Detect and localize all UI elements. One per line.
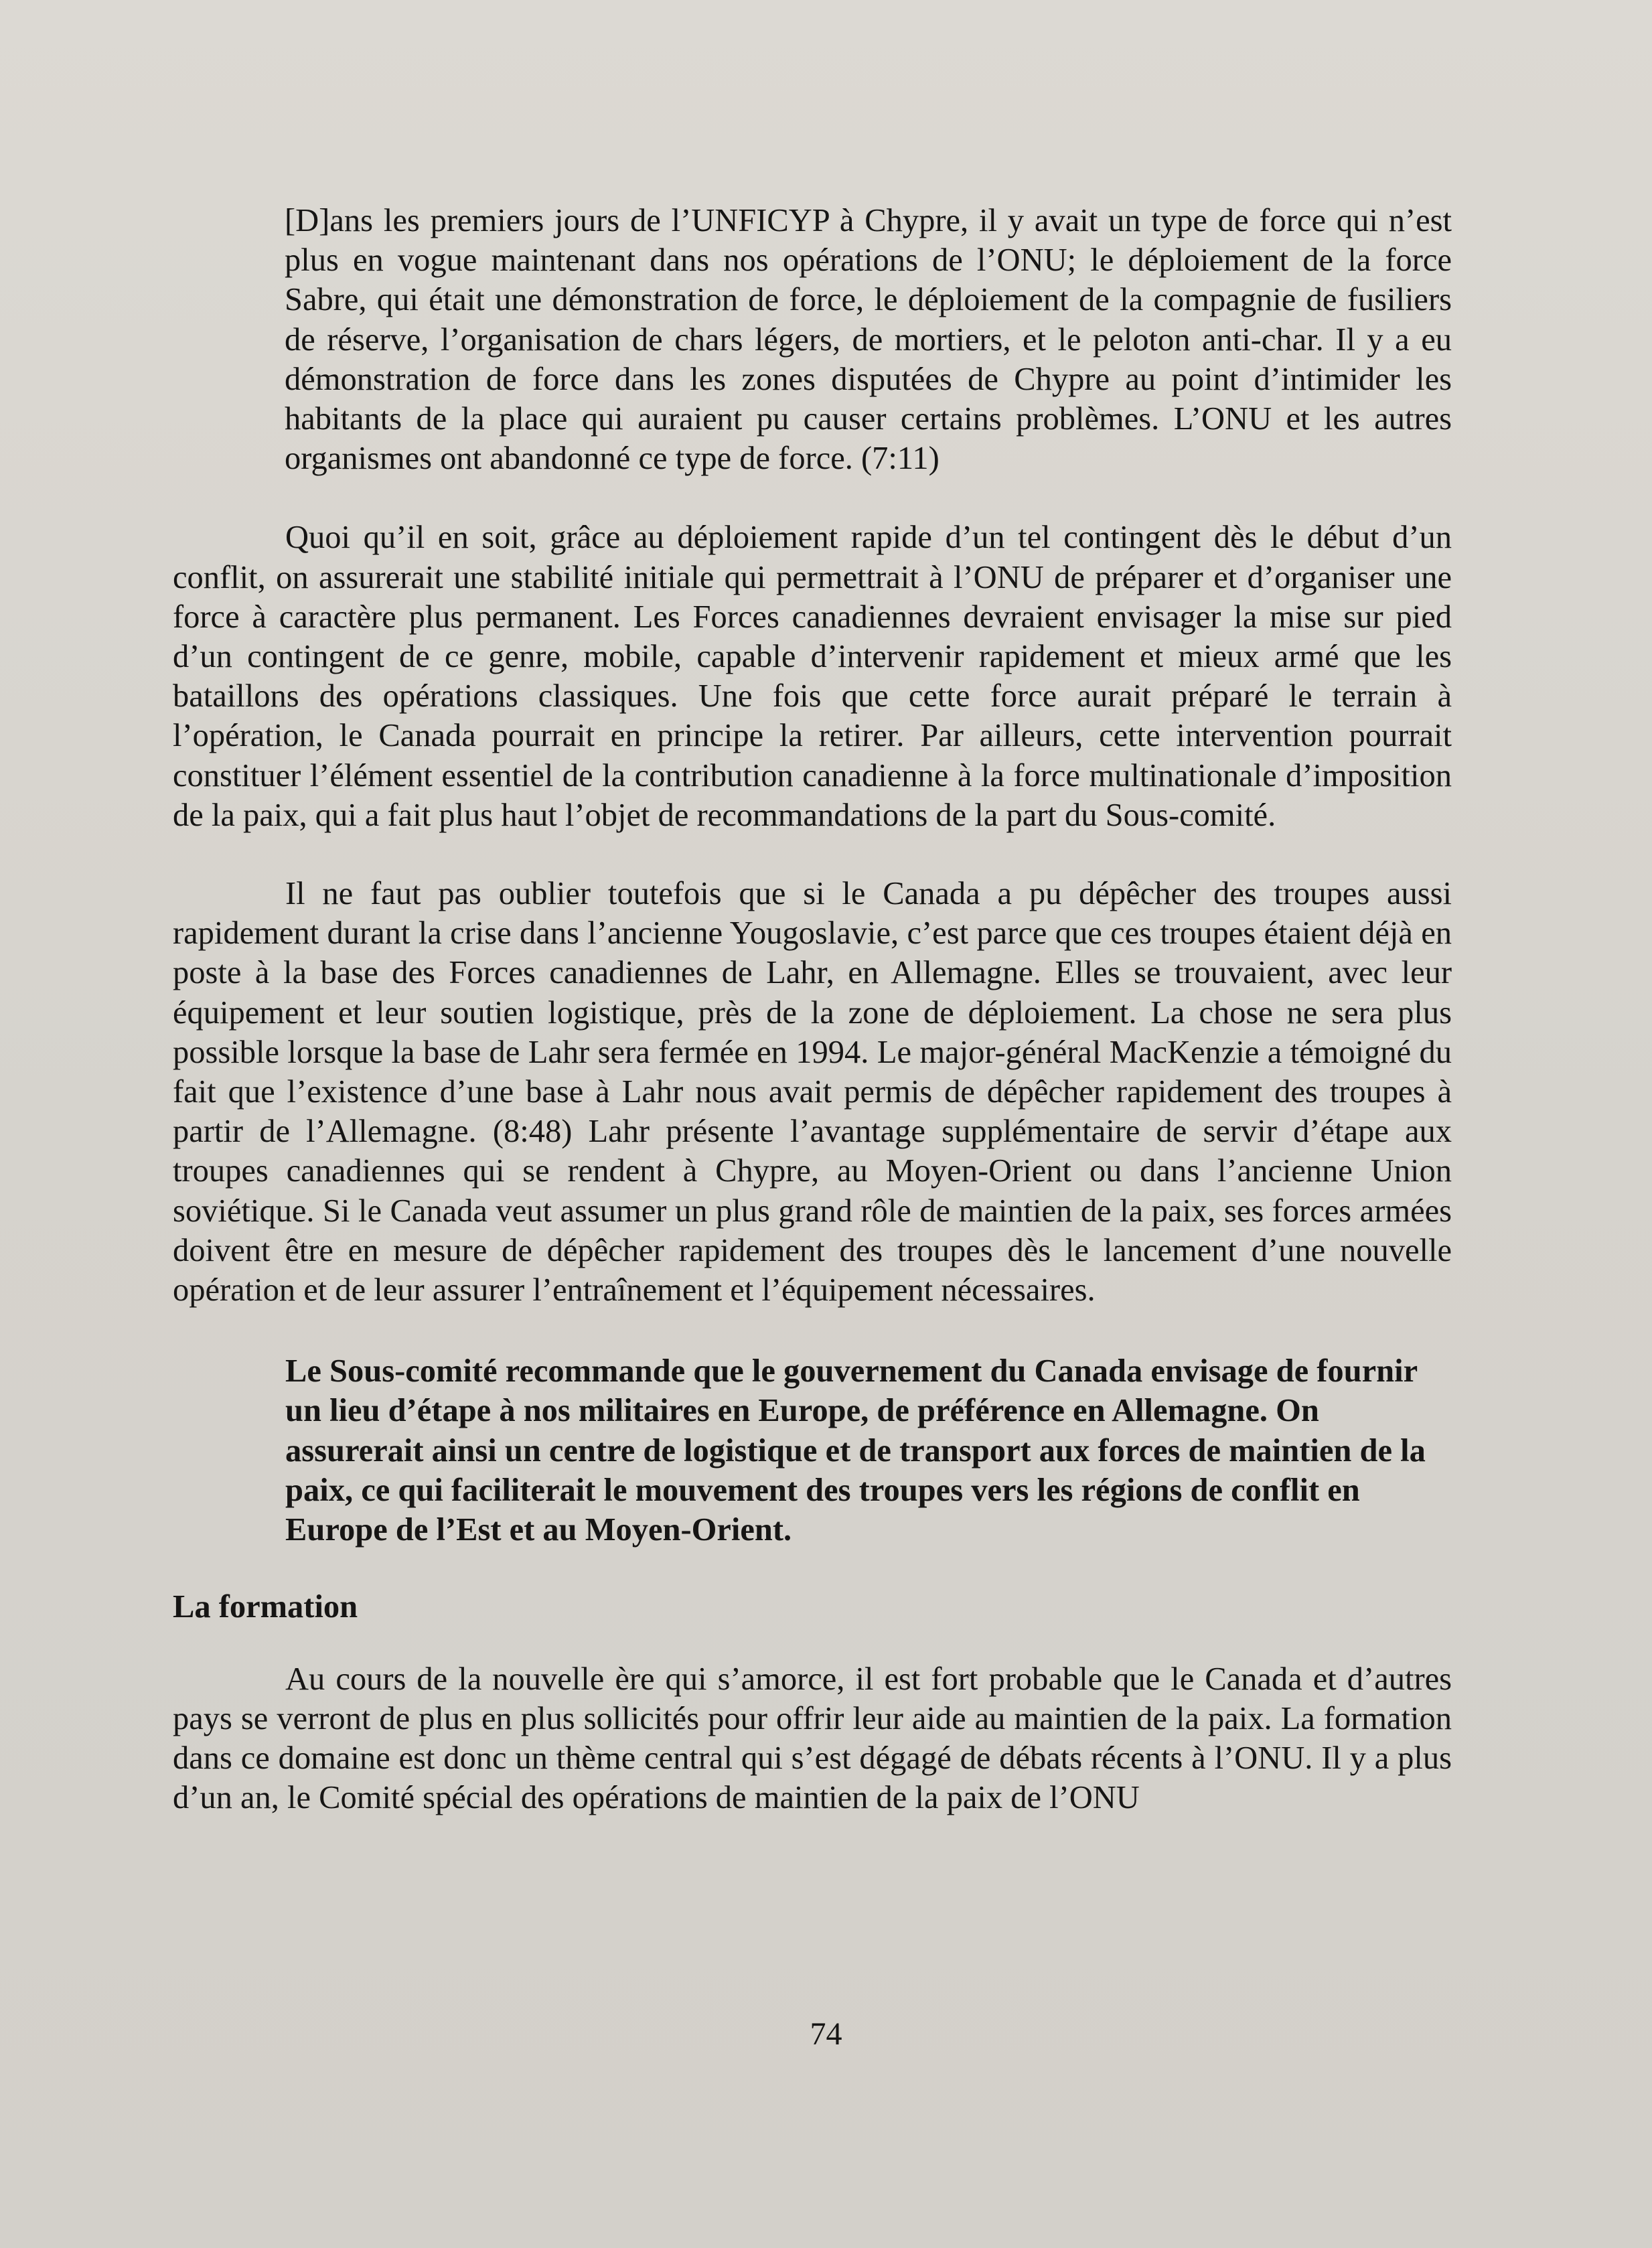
body-paragraph-1: Quoi qu’il en soit, grâce au déploiement rapide d’un tel contingent dès le début d’un conflit, on assurerait une stabilité initiale qui permettrait à l’ONU de préparer et d’organiser une force à caractère plus permanent. Les Forces canadiennes devraient envisager la mise sur pied d’un contingent de ce genre, mobile, capable d’intervenir rapidement et mieux armé que les bataillons des opérations classiques. Une fois que cette force aurait préparé le terrain à l’opération, le Canada pourrait en principe la retirer. Par ailleurs, cette intervention pourrait constituer l’élément essentiel de la contribution canadienne à la force multinationale d’imposition de la paix, qui a fait plus haut l’objet de recommandations de la part du Sous-comité.	[173, 520, 1452, 833]
section-heading: La formation	[173, 1589, 358, 1625]
page-number: 74	[810, 2016, 842, 2052]
body-paragraph-2: Il ne faut pas oublier toutefois que si le Canada a pu dépêcher des troupes aussi rapidement durant la crise dans l’ancienne Yougoslavie, c’est parce que ces troupes étaient déjà en poste à la base des Forces canadiennes de Lahr, en Allemagne. Elles se trouvaient, avec leur équipement et leur soutien logistique, près de la zone de déploiement. La chose ne sera plus possible lorsque la base de Lahr sera fermée en 1994. Le major-général MacKenzie a témoigné du fait que l’existence d’une base à Lahr nous avait permis de dépêcher rapidement des troupes à partir de l’Allemagne. (8:48) Lahr présente l’avantage supplémentaire de servir d’étape aux troupes canadiennes qui se rendent à Chypre, au Moyen-Orient ou dans l’ancienne Union soviétique. Si le Canada veut assumer un plus grand rôle de maintien de la paix, ses forces armées doivent être en mesure de dépêcher rapidement des troupes dès le lancement d’une nouvelle opération et de leur assurer l’entraînement et l’équipement nécessaires.	[173, 876, 1452, 1308]
block-quote: [D]ans les premiers jours de l’UNFICYP à Chypre, il y avait un type de force qui n’est plus en vogue maintenant dans nos opérations de l’ONU; le déploiement de la force Sabre, qui était une démonstration de force, le déploiement de la compagnie de fusiliers de réserve, l’organisation de chars légers, de mortiers, et le peloton anti-char. Il y a eu démonstration de force dans les zones disputées de Chypre au point d’intimider les habitants de la place qui auraient pu causer certains problèmes. L’ONU et les autres organismes ont abandonné ce type de force. (7:11)	[285, 203, 1452, 477]
page-content	[173, 201, 1452, 1817]
recommendation-paragraph: Le Sous-comité recommande que le gouvernement du Canada envisage de fournir un lieu d’étape à nos militaires en Europe, de préférence en Allemagne. On assurerait ainsi un centre de logistique et de transport aux forces de maintien de la paix, ce qui faciliterait le mouvement des troupes vers les régions de conflit en Europe de l’Est et au Moyen-Orient.	[285, 1353, 1426, 1548]
body-paragraph-3: Au cours de la nouvelle ère qui s’amorce, il est fort probable que le Canada et d’autres pays se verront de plus en plus sollicités pour offrir leur aide au maintien de la paix. La formation dans ce domaine est donc un thème central qui s’est dégagé de débats récents à l’ONU. Il y a plus d’un an, le Comité spécial des opérations de maintien de la paix de l’ONU	[173, 1661, 1452, 1816]
